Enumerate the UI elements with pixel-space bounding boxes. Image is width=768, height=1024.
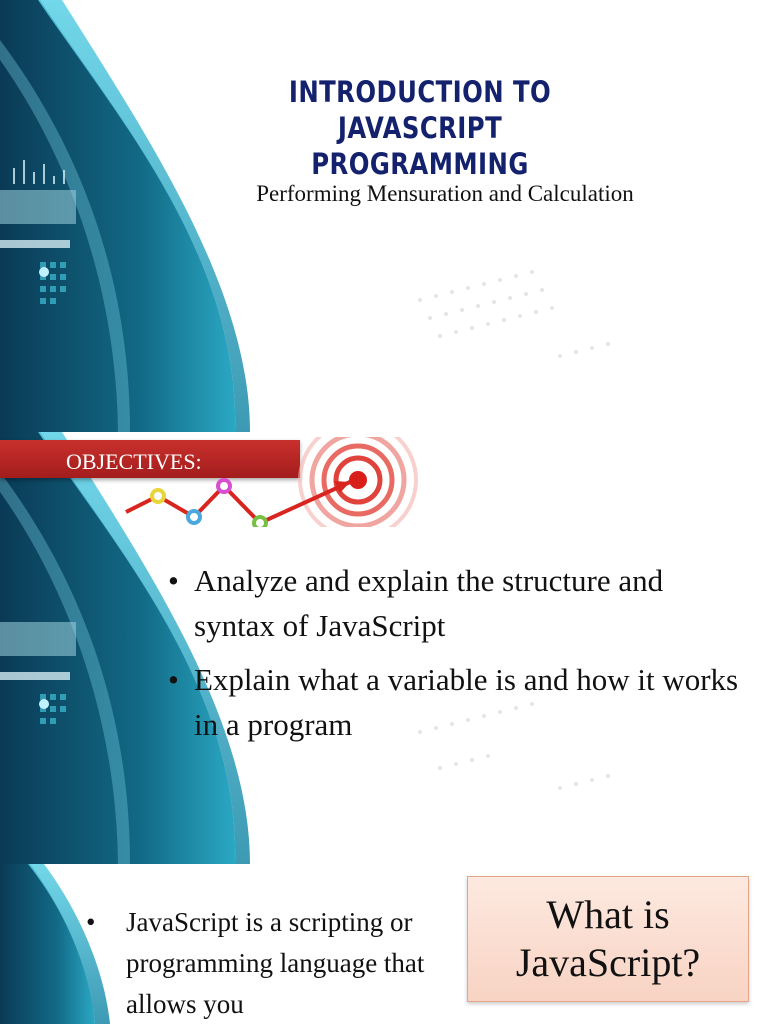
slide-objectives [0,432,768,864]
what-is-javascript-box [467,876,749,1002]
target-graphic [118,437,428,527]
bullet-glyph: • [168,563,179,598]
objectives-banner-label: OBJECTIVES: [66,449,202,474]
list-item [168,558,748,648]
box-line-1: What is [546,892,670,937]
title-line-2: PROGRAMMING [311,147,529,181]
title-line-1: INTRODUCTION TO JAVASCRIPT [288,75,552,145]
bullet-glyph: • [168,662,179,697]
slide-title-heading [227,74,613,182]
objective-text: Analyze and explain the structure and syntax of JavaScript [194,563,664,643]
teal-swoosh-background [0,0,768,432]
objectives-list [168,558,748,756]
slide-subtitle: Performing Mensuration and Calculation [256,181,634,206]
box-line-2: JavaScript? [515,940,701,985]
definition-body: JavaScript is a scripting or programming language that allows you [126,907,425,1019]
definition-text [88,902,468,1024]
target-icon [300,437,416,527]
bullet-glyph: • [86,907,96,937]
slide-what-is-javascript [0,864,768,1024]
slide-title [0,0,768,432]
objective-text: Explain what a variable is and how it works in a program [194,662,739,742]
list-item [168,657,748,747]
